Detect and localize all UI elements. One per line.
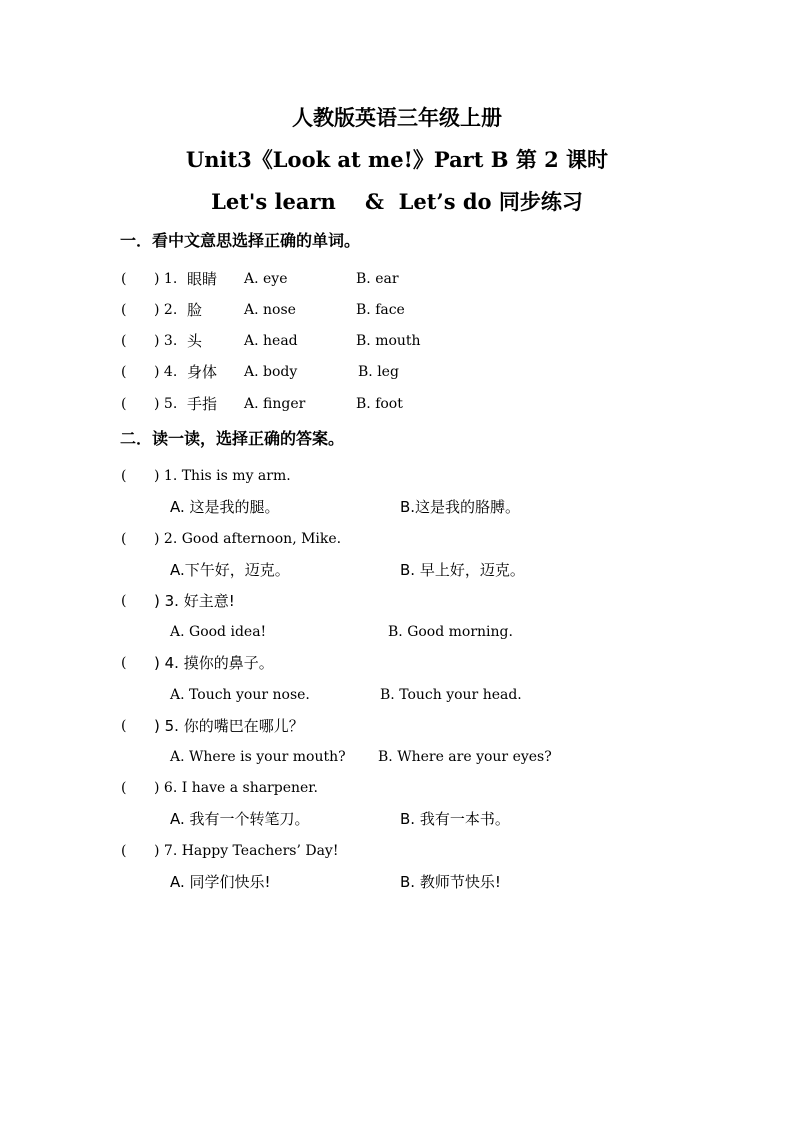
question-number: ) 3. <box>154 333 178 349</box>
part2-options-7 <box>0 871 794 893</box>
option-a: A. body <box>244 364 298 380</box>
answer-paren-open: ( <box>121 780 127 796</box>
option-a: A. nose <box>244 302 296 318</box>
question-text: ) 5. 你的嘴巴在哪儿？ <box>154 717 304 735</box>
option-b: B. Good morning. <box>388 624 513 640</box>
part1-question-2 <box>0 299 794 321</box>
question-number: ) 2. <box>154 302 178 318</box>
option-b: B.这是我的胳膊。 <box>400 498 521 516</box>
chinese-word: 身体 <box>187 363 218 381</box>
answer-paren-open: ( <box>121 718 127 734</box>
part2-question-7 <box>0 840 794 862</box>
option-b: B. 早上好，迈克。 <box>400 561 525 579</box>
answer-paren-open: ( <box>121 333 127 349</box>
worksheet-title: 人教版英语三年级上册 <box>292 105 502 130</box>
part2-question-6 <box>0 777 794 799</box>
answer-paren-open: ( <box>121 468 127 484</box>
question-text: ) 4. 摸你的鼻子。 <box>154 654 274 672</box>
option-b: B. 我有一本书。 <box>400 810 510 828</box>
answer-paren-open: ( <box>121 593 127 609</box>
option-a: A. Good idea! <box>170 624 267 640</box>
option-b: B. foot <box>356 396 403 412</box>
option-b: B. leg <box>358 364 399 380</box>
option-a: A. 我有一个转笔刀。 <box>170 810 310 828</box>
question-text: ) 3. 好主意! <box>154 592 235 610</box>
question-text: ) 7. Happy Teachers’ Day! <box>154 843 339 859</box>
part2-question-4 <box>0 652 794 674</box>
part2-options-2 <box>0 559 794 581</box>
part2-options-1 <box>0 496 794 518</box>
answer-paren-open: ( <box>121 843 127 859</box>
option-a: A. 同学们快乐! <box>170 873 271 891</box>
question-text: ) 6. I have a sharpener. <box>154 780 318 796</box>
part1-question-5 <box>0 393 794 415</box>
option-b: B. Touch your head. <box>380 687 522 703</box>
part1-heading: 一．看中文意思选择正确的单词。 <box>120 231 361 250</box>
part1-question-3 <box>0 330 794 352</box>
option-a: A.下午好，迈克。 <box>170 561 290 579</box>
question-number: ) 4. <box>154 364 178 380</box>
option-a: A. Where is your mouth? <box>170 749 346 765</box>
part2-options-4 <box>0 684 794 706</box>
part1-question-4 <box>0 361 794 383</box>
option-a: A. 这是我的腿。 <box>170 498 280 516</box>
option-b: B. face <box>356 302 405 318</box>
option-b: B. 教师节快乐! <box>400 873 501 891</box>
question-number: ) 1. <box>154 271 178 287</box>
part2-question-1 <box>0 465 794 487</box>
part2-options-6 <box>0 808 794 830</box>
chinese-word: 手指 <box>187 395 218 413</box>
answer-paren-open: ( <box>121 655 127 671</box>
answer-paren-open: ( <box>121 271 127 287</box>
part2-options-3 <box>0 621 794 643</box>
chinese-word: 头 <box>187 332 203 350</box>
question-text: ) 2. Good afternoon, Mike. <box>154 531 342 547</box>
answer-paren-open: ( <box>121 396 127 412</box>
option-b: B. mouth <box>356 333 421 349</box>
chinese-word: 脸 <box>187 301 203 319</box>
question-text: ) 1. This is my arm. <box>154 468 291 484</box>
worksheet-unit-title: Unit3《Look at me!》Part B 第 2 课时 <box>185 147 609 172</box>
option-b: B. Where are your eyes? <box>378 749 552 765</box>
part2-options-5 <box>0 746 794 768</box>
option-a: A. head <box>244 333 298 349</box>
question-number: ) 5. <box>154 396 178 412</box>
part2-question-3 <box>0 590 794 612</box>
answer-paren-open: ( <box>121 531 127 547</box>
chinese-word: 眼睛 <box>187 270 218 288</box>
option-b: B. ear <box>356 271 399 287</box>
worksheet-lesson-title: Let's learn & Let’s do 同步练习 <box>211 189 583 214</box>
answer-paren-open: ( <box>121 364 127 380</box>
answer-paren-open: ( <box>121 302 127 318</box>
option-a: A. finger <box>244 396 306 412</box>
part2-question-2 <box>0 528 794 550</box>
part2-heading: 二．读一读，选择正确的答案。 <box>120 429 345 448</box>
part2-question-5 <box>0 715 794 737</box>
part1-question-1 <box>0 268 794 290</box>
option-a: A. eye <box>244 271 288 287</box>
option-a: A. Touch your nose. <box>170 687 310 703</box>
